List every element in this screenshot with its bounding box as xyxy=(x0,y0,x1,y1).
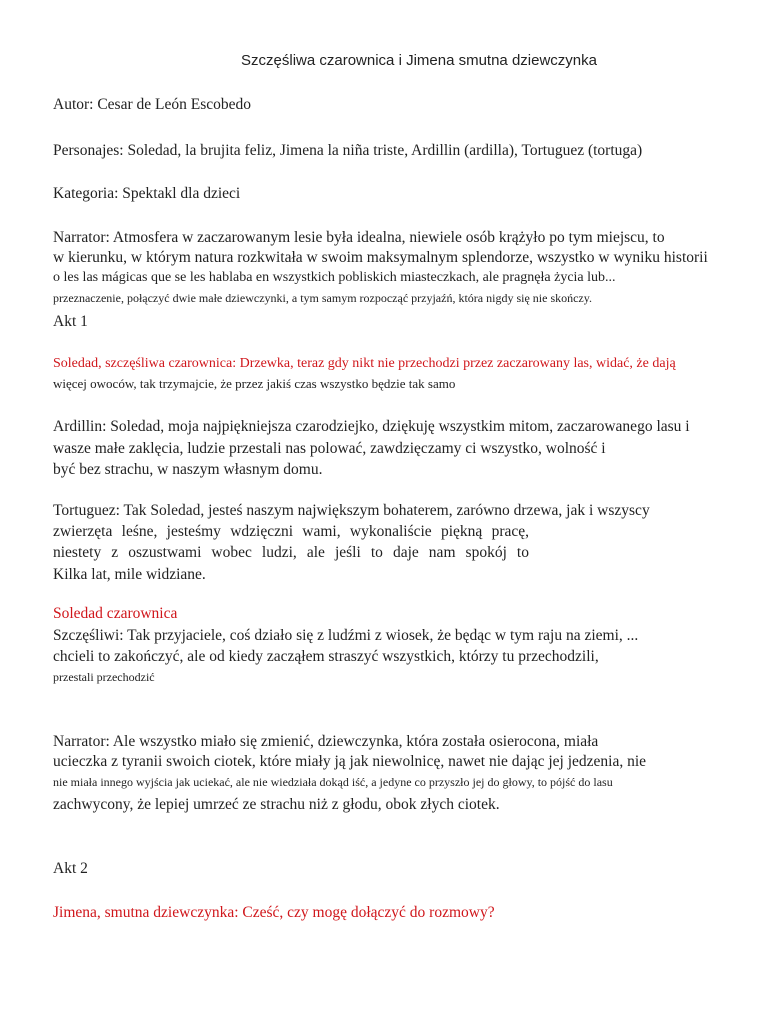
narrator2-line-3: nie miała innego wyjścia jak uciekać, ale nie wiedziała dokąd iść, a jedyne co przyszło jej do głowy, to pójść do lasu xyxy=(53,775,613,789)
ardillin-line-3: być bez strachu, w naszym własnym domu. xyxy=(53,461,323,478)
author-line: Autor: Cesar de León Escobedo xyxy=(53,96,251,113)
tortuguez-line-3: niestety z oszustwami wobec ludzi, ale jeśli to daje nam spokój to xyxy=(53,544,529,561)
ardillin-line-2: wasze małe zaklęcia, ludzie przestali nas polować, zawdzięczamy ci wszystko, wolność i xyxy=(53,440,606,457)
jimena1-dialogue: Jimena, smutna dziewczynka: Cześć, czy mogę dołączyć do rozmowy? xyxy=(53,904,495,921)
act2-heading: Akt 2 xyxy=(53,860,88,877)
soledad2-line-2: chcieli to zakończyć, ale od kiedy zacząłem straszyć wszystkich, którzy tu przechodzili, xyxy=(53,648,599,665)
soledad1-dialogue-cont: więcej owoców, tak trzymajcie, że przez jakiś czas wszystko będzie tak samo xyxy=(53,376,456,391)
soledad2-line-1: Szczęśliwi: Tak przyjaciele, coś działo się z ludźmi z wiosek, że będąc w tym raju na ziemi, ... xyxy=(53,627,639,644)
narrator1-line-3: o les las mágicas que se les hablaba en wszystkich pobliskich miasteczkach, ale pragnęła życia lub... xyxy=(53,270,616,285)
soledad2-line-3: przestali przechodzić xyxy=(53,670,155,684)
narrator1-line-4: przeznaczenie, połączyć dwie małe dziewczynki, a tym samym rozpocząć przyjaźń, która nigdy się nie skończy. xyxy=(53,291,592,305)
narrator2-line-4: zachwycony, że lepiej umrzeć ze strachu niż z głodu, obok złych ciotek. xyxy=(53,796,500,813)
narrator1-line-1: Narrator: Atmosfera w zaczarowanym lesie była idealna, niewiele osób krążyło po tym miejscu, to xyxy=(53,229,665,246)
narrator1-line-2: w kierunku, w którym natura rozkwitała w swoim maksymalnym splendorze, wszystko w wyniku historii xyxy=(53,249,708,266)
narrator2-line-1: Narrator: Ale wszystko miało się zmienić, dziewczynka, która została osierocona, miała xyxy=(53,733,599,750)
act1-heading: Akt 1 xyxy=(53,313,88,330)
soledad2-speaker: Soledad czarownica xyxy=(53,605,178,622)
category-line: Kategoria: Spektakl dla dzieci xyxy=(53,185,241,202)
tortuguez-line-2: zwierzęta leśne, jesteśmy wdzięczni wami, wykonaliście piękną pracę, xyxy=(53,523,529,540)
characters-line: Personajes: Soledad, la brujita feliz, Jimena la niña triste, Ardillin (ardilla), Tortuguez (tortuga) xyxy=(53,142,643,159)
tortuguez-line-4: Kilka lat, mile widziane. xyxy=(53,566,206,583)
narrator2-line-2: ucieczka z tyranii swoich ciotek, które miały ją jak niewolnicę, nawet nie dając jej jedzenia, nie xyxy=(53,753,647,770)
tortuguez-line-1: Tortuguez: Tak Soledad, jesteś naszym największym bohaterem, zarówno drzewa, jak i wszyscy xyxy=(53,502,650,519)
document-title: Szczęśliwa czarownica i Jimena smutna dziewczynka xyxy=(241,52,597,69)
ardillin-line-1: Ardillin: Soledad, moja najpiękniejsza czarodziejko, dziękuję wszystkim mitom, zaczarowanego lasu i xyxy=(53,418,690,435)
soledad1-dialogue: Soledad, szczęśliwa czarownica: Drzewka, teraz gdy nikt nie przechodzi przez zaczarowany las, widać, że dają xyxy=(53,356,676,371)
